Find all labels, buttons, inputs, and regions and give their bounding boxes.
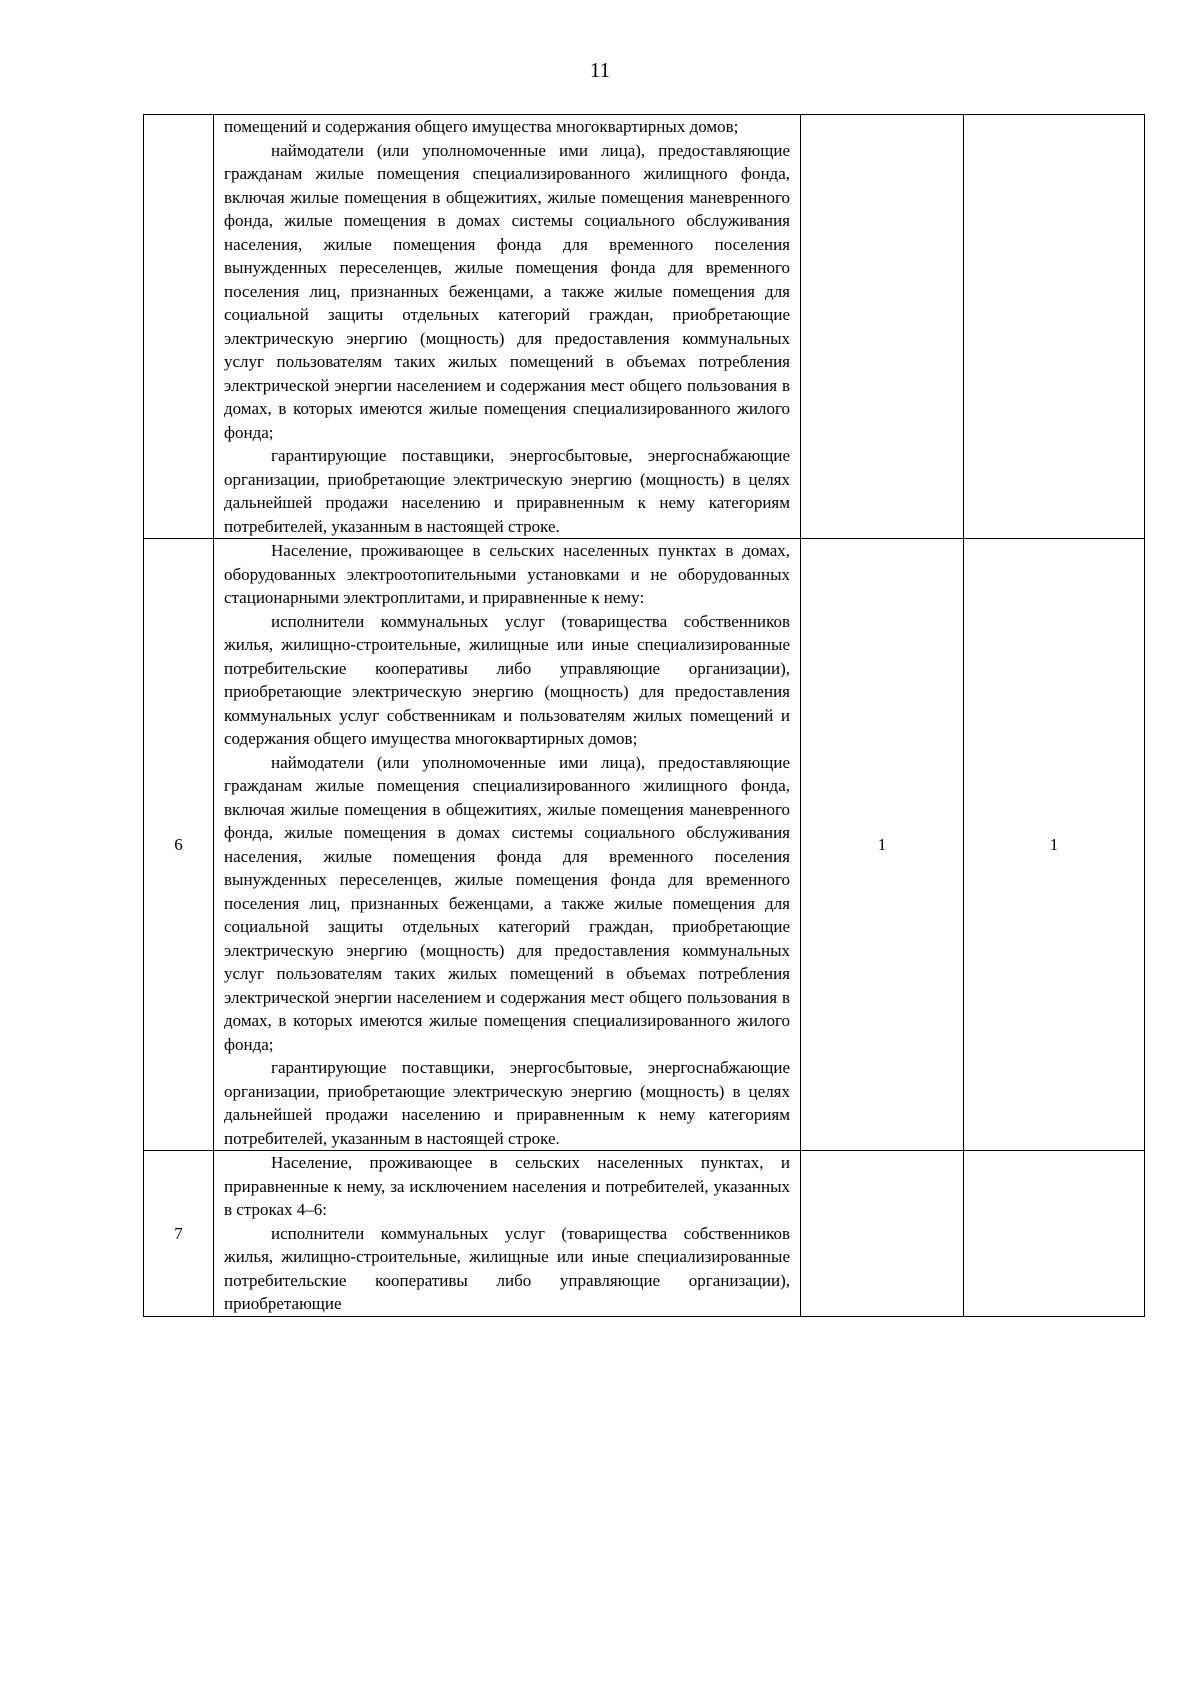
row-paragraph: исполнители коммунальных услуг (товарищества собственников жилья, жилищно-строительные, жилищные или иные специализированные потребительские кооперативы либо управляющие организации), приобретающие: [224, 1223, 790, 1313]
row-value-1-cell: [801, 115, 964, 539]
row-paragraph: наймодатели (или уполномоченные ими лица), предоставляющие гражданам жилые помещения специализированного жилищного фонда, включая жилые помещения в общежитиях, жилые помещения маневренного фонда, жилые помещения в домах системы социального обслуживания населения, жилые помещения фонда для временного поселения вынужденных переселенцев, жилые помещения фонда для временного поселения лиц, признанных беженцами, а также жилые помещения для социальной защиты отдельных категорий граждан, приобретающие электрическую энергию (мощность) для предоставления коммунальных услуг пользователям таких жилых помещений в объемах потребления электрической энергии населением и содержания мест общего пользования в домах, в которых имеются жилые помещения специализированного жилого фонда;: [224, 752, 790, 1054]
table-row-7: [144, 1151, 1145, 1317]
tariff-table: [143, 114, 1145, 1317]
table-row-6: [144, 539, 1145, 1151]
row-number-cell: [144, 115, 214, 539]
row-paragraph: гарантирующие поставщики, энергосбытовые, энергоснабжающие организации, приобретающие электрическую энергию (мощность) в целях дальнейшей продажи населению и приравненным к нему категориям потребителей, указанным в настоящей строке.: [224, 1058, 790, 1148]
row-paragraph: Население, проживающее в сельских населенных пунктах в домах, оборудованных электроотопительными установками и не оборудованных стационарными электроплитами, и приравненные к нему:: [224, 541, 790, 607]
row-value-1-cell: 1: [801, 539, 964, 1151]
row-paragraph: гарантирующие поставщики, энергосбытовые, энергоснабжающие организации, приобретающие электрическую энергию (мощность) в целях дальнейшей продажи населению и приравненным к нему категориям потребителей, указанным в настоящей строке.: [224, 446, 790, 536]
row-paragraph: исполнители коммунальных услуг (товарищества собственников жилья, жилищно-строительные, жилищные или иные специализированные потребительские кооперативы либо управляющие организации), приобретающие электрическую энергию (мощность) для предоставления коммунальных услуг собственникам и пользователям жилых помещений и содержания общего имущества многоквартирных домов;: [224, 611, 790, 748]
row-value-2-cell: [964, 1151, 1145, 1317]
row-value-1-cell: [801, 1151, 964, 1317]
row-number-cell: 6: [144, 539, 214, 1151]
table-row-continued: [144, 115, 1145, 539]
row-paragraph: наймодатели (или уполномоченные ими лица), предоставляющие гражданам жилые помещения специализированного жилищного фонда, включая жилые помещения в общежитиях, жилые помещения маневренного фонда, жилые помещения в домах системы социального обслуживания населения, жилые помещения фонда для временного поселения вынужденных переселенцев, жилые помещения фонда для временного поселения лиц, признанных беженцами, а также жилые помещения для социальной защиты отдельных категорий граждан, приобретающие электрическую энергию (мощность) для предоставления коммунальных услуг пользователям таких жилых помещений в объемах потребления электрической энергии населением и содержания мест общего пользования в домах, в которых имеются жилые помещения специализированного жилого фонда;: [224, 140, 790, 442]
page-number: 11: [589, 58, 611, 82]
row-number-cell: 7: [144, 1151, 214, 1317]
row-paragraph: помещений и содержания общего имущества многоквартирных домов;: [224, 117, 739, 136]
row-description-cell: [214, 115, 801, 539]
row-description-cell: [214, 539, 801, 1151]
row-paragraph: Население, проживающее в сельских населенных пунктах, и приравненные к нему, за исключением населения и потребителей, указанных в строках 4–6:: [224, 1153, 790, 1219]
row-description-cell: [214, 1151, 801, 1317]
row-value-2-cell: [964, 115, 1145, 539]
row-value-2-cell: 1: [964, 539, 1145, 1151]
